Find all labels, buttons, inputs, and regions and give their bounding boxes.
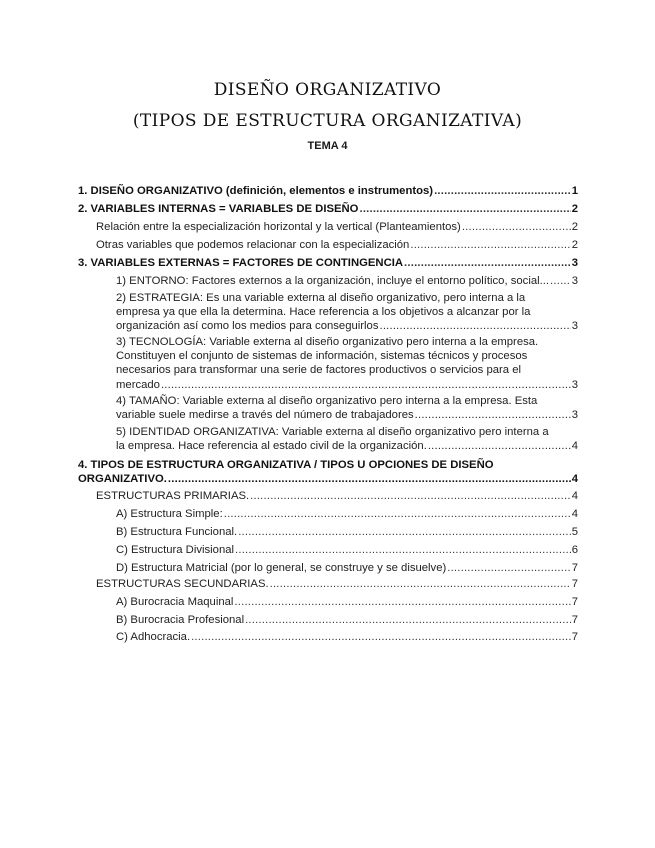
toc-entry-text: variable suele medirse a través del número de trabajadores: [116, 409, 414, 422]
toc-entry-line: 5) IDENTIDAD ORGANIZATIVA: Variable externa al diseño organizativo pero interna a: [116, 426, 549, 438]
toc-entry-line: 4) TAMAÑO: Variable externa al diseño organizativo pero interna a la empresa. Esta: [116, 395, 538, 407]
toc-entry-text: 3. VARIABLES EXTERNAS = FACTORES DE CONTINGENCIA: [78, 257, 404, 269]
toc-entry-text: B) Estructura Funcional.: [116, 526, 238, 538]
toc-page-number: 3: [571, 275, 578, 287]
toc-entry-text: 2. VARIABLES INTERNAS = VARIABLES DE DISEÑO: [78, 203, 359, 215]
toc-page-number: 1: [571, 185, 578, 197]
toc-entry-line: Constituyen el conjunto de sistemas de información, sistemas técnicos y procesos: [116, 350, 528, 363]
toc-entry-3-1[interactable]: [116, 274, 578, 288]
toc-page-number: 3: [571, 409, 578, 422]
toc-entry-text: 1) ENTORNO: Factores externos a la organización, incluye el entorno político, social...: [116, 275, 550, 287]
toc-page-number: 2: [571, 239, 578, 251]
toc-entry-text: ESTRUCTURAS PRIMARIAS.: [96, 490, 250, 502]
toc-entry-line: 3) TECNOLOGÍA: Variable externa al diseño organizativo pero interna a la empresa.: [116, 336, 539, 348]
toc-entry-divisional[interactable]: [116, 543, 578, 557]
toc-entry-text: ORGANIZATIVO.: [78, 473, 167, 486]
toc-entry-profesional[interactable]: [116, 613, 578, 627]
toc-entry-primarias[interactable]: [96, 489, 578, 503]
toc-entry-text: organización así como los medios para conseguirlos: [116, 320, 379, 333]
toc-entry-3-2[interactable]: [116, 291, 578, 334]
toc-page-number: 3: [571, 320, 578, 333]
toc-entry-4[interactable]: [78, 458, 578, 486]
toc-entry-text: mercado: [116, 378, 160, 391]
toc-page-number: 7: [571, 631, 578, 643]
toc-entry-text: ESTRUCTURAS SECUNDARIAS.: [96, 578, 269, 590]
toc-entry-line: 2) ESTRATEGIA: Es una variable externa al diseño organizativo, pero interna a la: [116, 292, 526, 304]
toc-entry-text: B) Burocracia Profesional: [116, 614, 245, 626]
toc-entry-line: necesarios para transformar una serie de factores productivos o servicios para el: [116, 364, 521, 377]
toc-entry-matricial[interactable]: [116, 561, 578, 575]
toc-entry-2a[interactable]: [96, 220, 578, 234]
toc-entry-text: la empresa. Hace referencia al estado civil de la organización.: [116, 440, 427, 453]
toc-entry-3-5[interactable]: [116, 425, 578, 453]
document-subtitle: (TIPOS DE ESTRUCTURA ORGANIZATIVA): [132, 111, 523, 131]
toc-entry-1[interactable]: [78, 184, 578, 198]
toc-entry-3-3[interactable]: [116, 335, 578, 392]
toc-entry-text: D) Estructura Matricial (por lo general, se construye y se disuelve): [116, 562, 447, 574]
toc-page-number: 4: [571, 473, 578, 486]
toc-page-number: 4: [571, 440, 578, 453]
toc-entry-text: C) Estructura Divisional: [116, 544, 235, 556]
toc-entry-2b[interactable]: [96, 238, 578, 252]
toc-page-number: 7: [571, 596, 578, 608]
toc-page-number: 4: [571, 508, 578, 520]
toc-page-number: 3: [571, 257, 578, 269]
toc-page-number: 5: [571, 526, 578, 538]
toc-entry-2[interactable]: [78, 202, 578, 216]
toc-entry-text: C) Adhocracia.: [116, 631, 191, 643]
toc-page-number: 2: [571, 221, 578, 233]
toc-entry-3-4[interactable]: [116, 394, 578, 422]
toc-entry-line: empresa ya que ella la determina. Hace referencia a los objetivos a alcanzar por la: [116, 306, 531, 319]
toc-page-number: 7: [571, 578, 578, 590]
document-title: DISEÑO ORGANIZATIVO: [213, 80, 442, 100]
toc-entry-maquinal[interactable]: [116, 595, 578, 609]
toc-entry-3[interactable]: [78, 256, 578, 270]
toc-page-number: 3: [571, 378, 578, 391]
toc-page-number: 7: [571, 562, 578, 574]
toc-entry-secundarias[interactable]: [96, 577, 578, 591]
toc-entry-text: Relación entre la especialización horizontal y la vertical (Planteamientos): [96, 221, 461, 233]
toc-entry-line: 4. TIPOS DE ESTRUCTURA ORGANIZATIVA / TIPOS U OPCIONES DE DISEÑO: [78, 459, 494, 471]
toc-entry-adhocracia[interactable]: [116, 630, 578, 644]
toc-entry-text: Otras variables que podemos relacionar con la especialización: [96, 239, 410, 251]
toc-page-number: 6: [571, 544, 578, 556]
toc-entry-text: 1. DISEÑO ORGANIZATIVO (definición, elementos e instrumentos): [78, 185, 434, 197]
toc-page-number: 7: [571, 614, 578, 626]
toc-entry-funcional[interactable]: [116, 525, 578, 539]
toc-entry-text: A) Estructura Simple:: [116, 508, 223, 520]
toc-page-number: 4: [571, 490, 578, 502]
toc-entry-text: A) Burocracia Maquinal: [116, 596, 234, 608]
toc-page-number: 2: [571, 203, 578, 215]
tema-label: TEMA 4: [307, 140, 348, 152]
toc-entry-simple[interactable]: [116, 507, 578, 521]
